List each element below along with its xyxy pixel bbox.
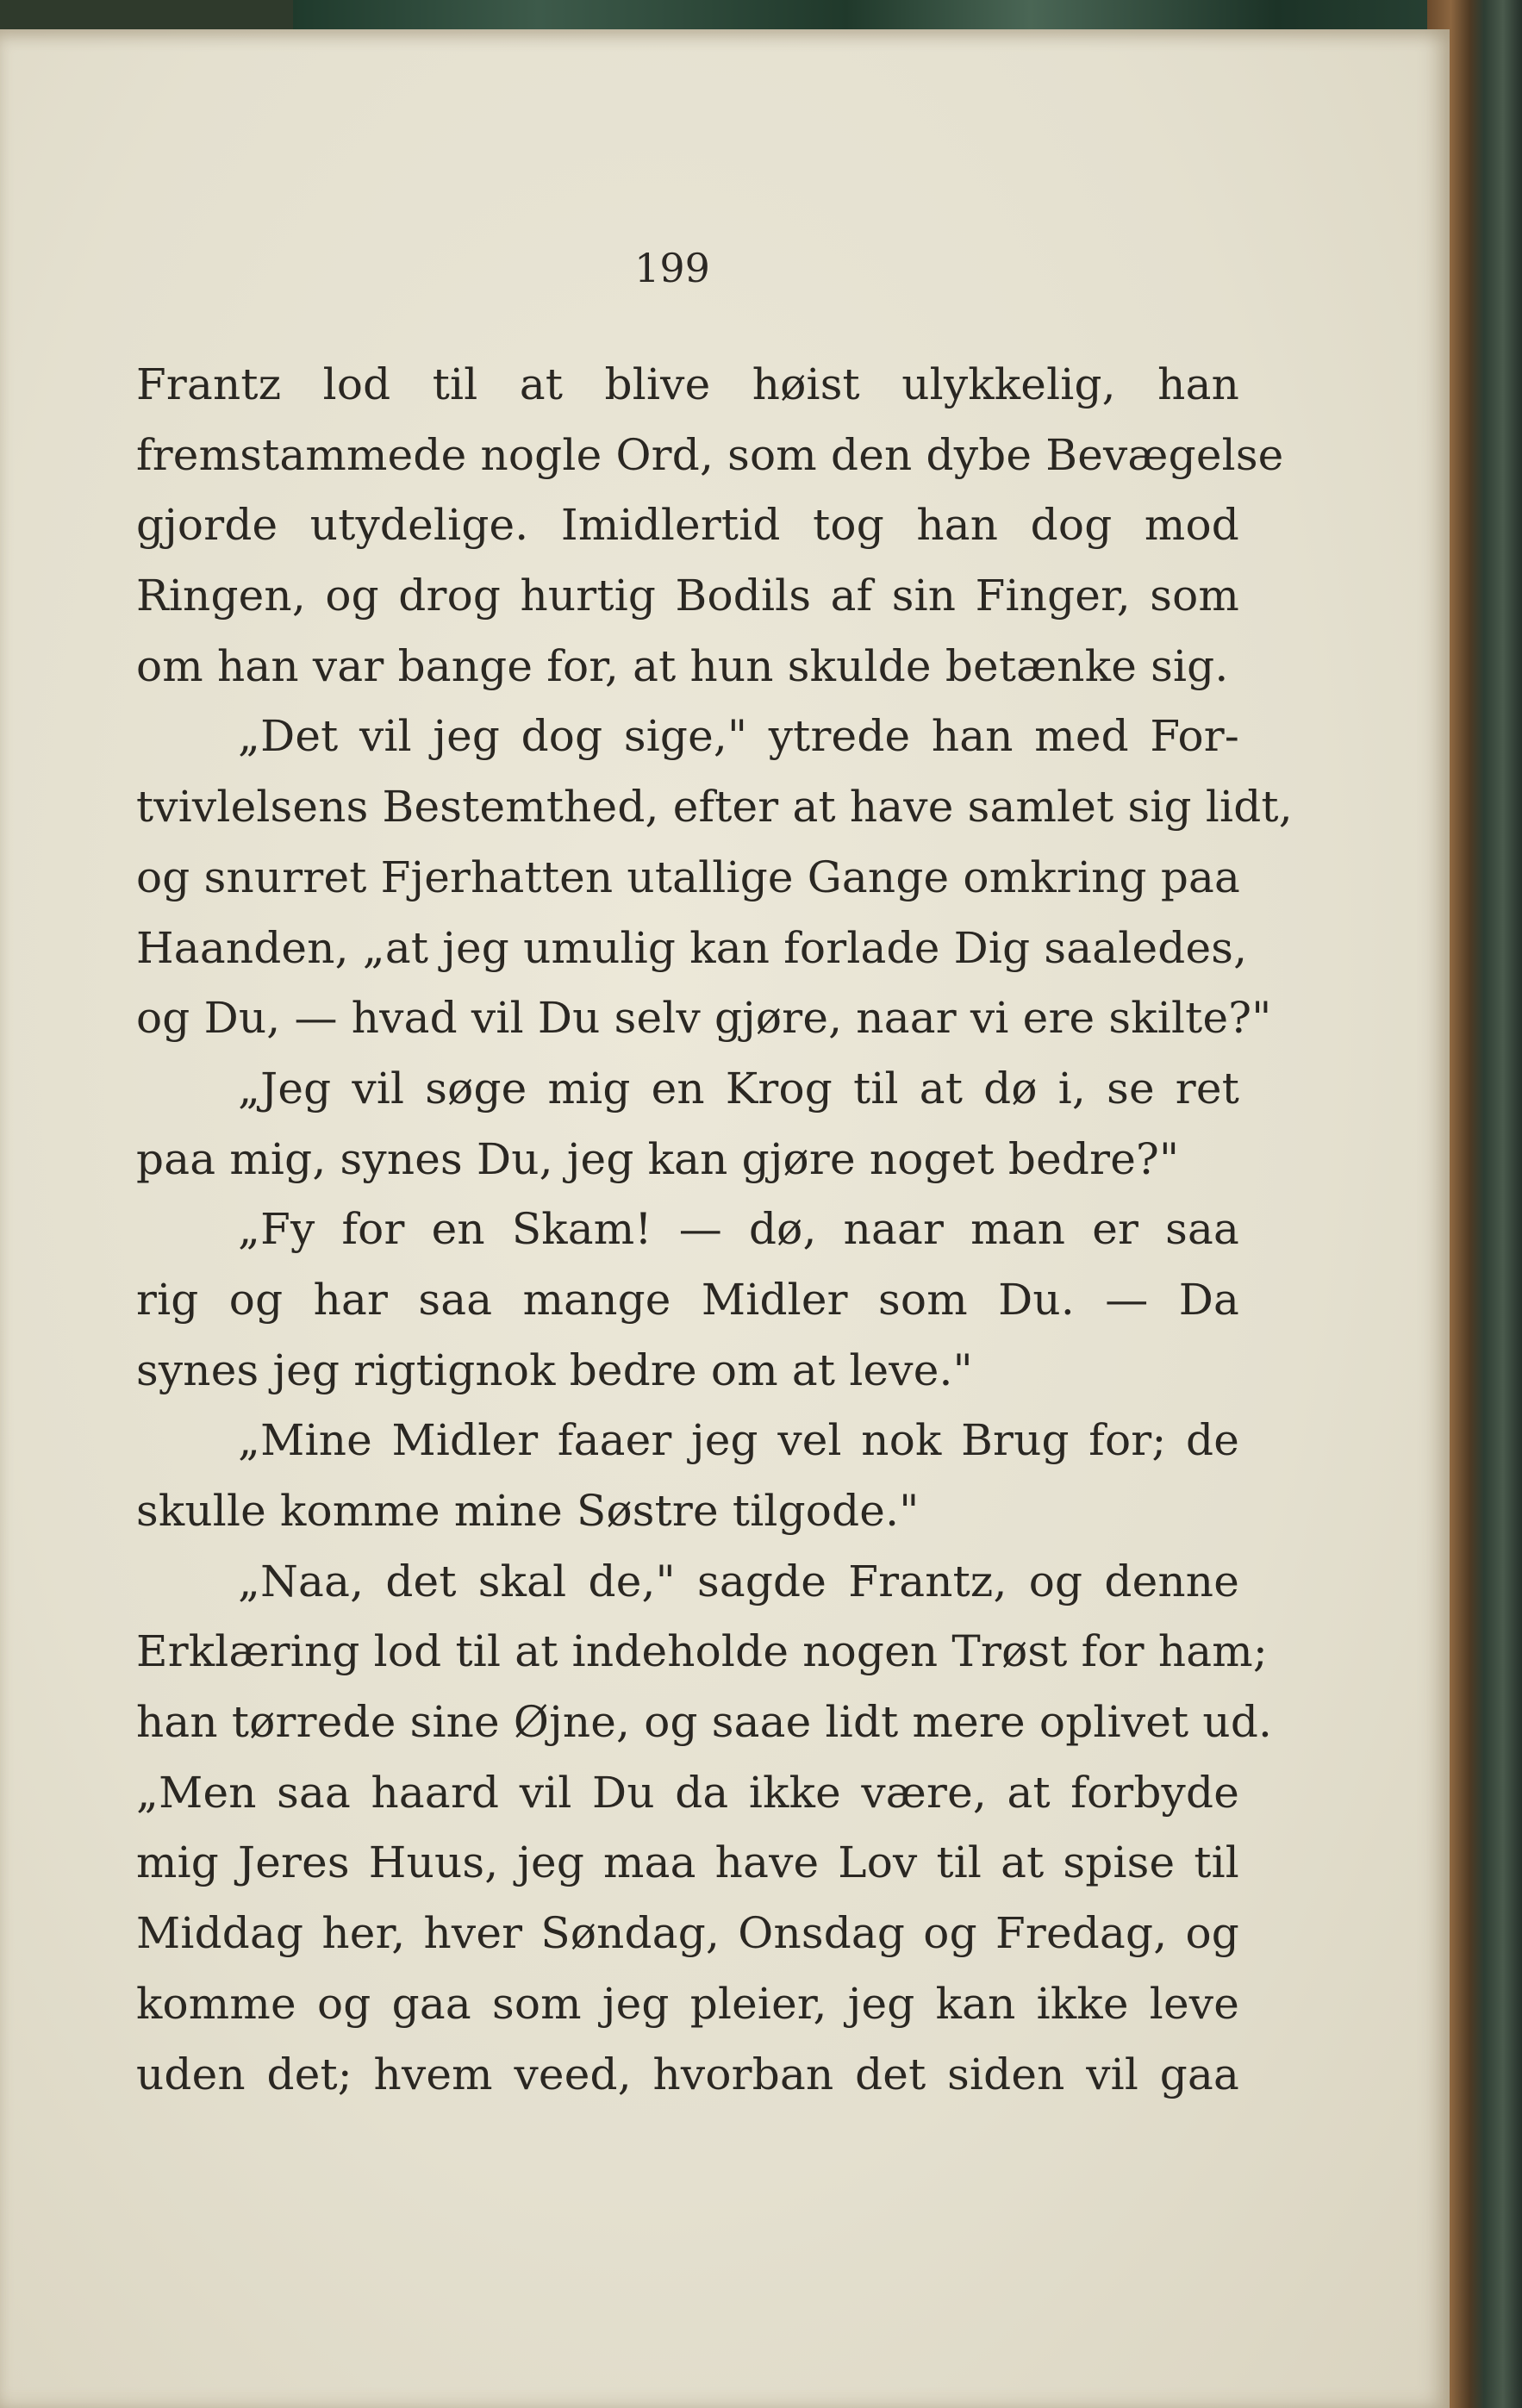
text-line: synes jeg rigtignok bedre om at leve."	[136, 1344, 973, 1395]
book-page	[0, 29, 1450, 2408]
text-line: mig Jeres Huus, jeg maa have Lov til at spise til	[136, 1837, 1239, 1888]
text-line: „Mine Midler faaer jeg vel nok Brug for; de	[238, 1415, 1239, 1466]
text-line: komme og gaa som jeg pleier, jeg kan ikke leve	[136, 1978, 1239, 2029]
text-line: uden det; hvem veed, hvorban det siden vil gaa	[136, 2049, 1239, 2099]
text-line: Erklæring lod til at indeholde nogen Trøst for ham;	[136, 1626, 1268, 1677]
text-line: rig og har saa mange Midler som Du. — Da	[136, 1274, 1239, 1325]
text-line: „Fy for en Skam! — dø, naar man er saa	[238, 1204, 1239, 1255]
text-line: Frantz lod til at blive høist ulykkelig, han	[136, 359, 1239, 409]
text-line: Haanden, „at jeg umulig kan forlade Dig saaledes,	[136, 922, 1248, 973]
text-line: „Det vil jeg dog sige," ytrede han med For-	[238, 711, 1239, 762]
text-line: han tørrede sine Øjne, og saae lidt mere oplivet ud.	[136, 1697, 1273, 1748]
page-number: 199	[634, 245, 710, 291]
text-line: „Jeg vil søge mig en Krog til at dø i, se ret	[238, 1063, 1239, 1114]
body-text	[136, 350, 1293, 2110]
text-line: Ringen, og drog hurtig Bodils af sin Finger, som	[136, 571, 1239, 621]
text-line: tvivlelsens Bestemthed, efter at have samlet sig lidt,	[136, 782, 1293, 833]
text-line: gjorde utydelige. Imidlertid tog han dog mod	[136, 500, 1239, 551]
text-line: og Du, — hvad vil Du selv gjøre, naar vi ere skilte?"	[136, 993, 1272, 1044]
text-line: „Naa, det skal de," sagde Frantz, og denne	[238, 1556, 1239, 1606]
text-line: og snurret Fjerhatten utallige Gange omkring paa	[136, 852, 1241, 902]
text-line: skulle komme mine Søstre tilgode."	[136, 1486, 920, 1536]
text-line: „Men saa haard vil Du da ikke være, at forbyde	[136, 1767, 1239, 1818]
text-line: fremstammede nogle Ord, som den dybe Bevægelse	[136, 429, 1284, 480]
text-line: om han var bange for, at hun skulde betænke sig.	[136, 640, 1229, 691]
text-line: Middag her, hver Søndag, Onsdag og Fredag, og	[136, 1908, 1239, 1959]
text-line: paa mig, synes Du, jeg kan gjøre noget bedre?"	[136, 1133, 1180, 1184]
